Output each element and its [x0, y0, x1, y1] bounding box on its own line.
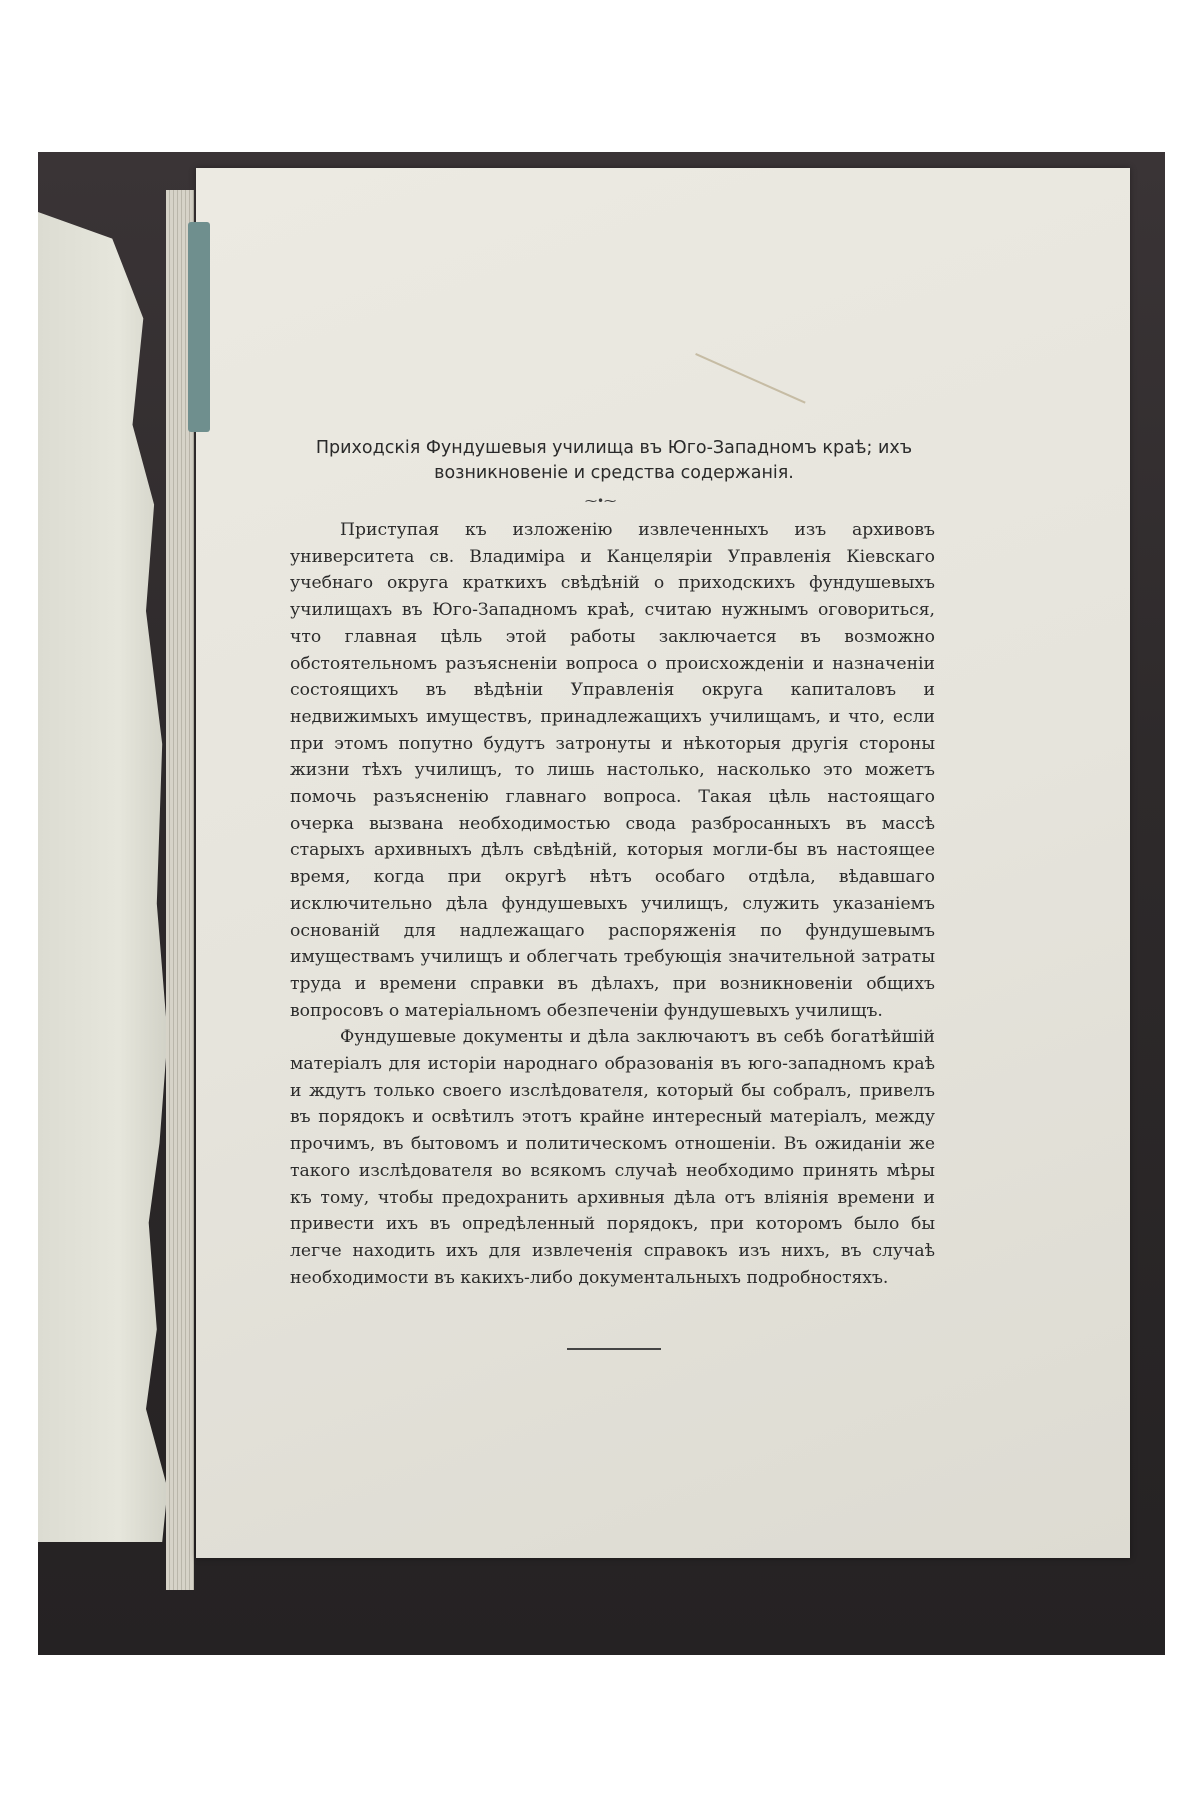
torn-left-leaf: [38, 212, 173, 1542]
title-ornament: ⁓•⁓: [585, 494, 617, 508]
paragraph-1: Приступая къ изложенію извлеченныхъ изъ архивовъ университета св. Владиміра и Канцеляріи Управленія Кіевскаго учебнаго округа краткихъ свѣдѣній о приходскихъ фундушевыхъ училищахъ въ Юго-Западномъ краѣ, считаю нужнымъ оговориться, что главная цѣль этой работы заключается въ возможно обстоятельномъ разъясненіи вопроса о происхожденіи и назначеніи состоящихъ въ вѣдѣніи Управленія округа капиталовъ и недвижимыхъ имуществъ, принадлежащихъ училищамъ, и что, если при этомъ попутно будутъ затронуты и нѣкоторыя другія стороны жизни тѣхъ училищъ, то лишь настолько, насколько это можетъ помочь разъясненію главнаго вопроса. Такая цѣль настоящаго очерка вызвана необходимостью свода разбросанныхъ въ массѣ старыхъ архивныхъ дѣлъ свѣдѣній, которыя могли-бы въ настоящее время, когда при округѣ нѣтъ особаго отдѣла, вѣдавшаго исключительно дѣла фундушевыхъ училищъ, служить указаніемъ основаній для надлежащаго распоряженія по фундушевымъ имуществамъ училищъ и облегчать требующія значительной затраты труда и времени справки въ дѣлахъ, при возникновеніи общихъ вопросовъ о матеріальномъ обезпеченіи фундушевыхъ училищъ.: [290, 520, 935, 1021]
end-rule-divider: [567, 1348, 661, 1350]
document-title: Приходскія Фундушевыя училища въ Юго-Западномъ краѣ; ихъ возникновеніе и средства содержанія.: [315, 438, 913, 483]
paragraph-2: Фундушевые документы и дѣла заключаютъ въ себѣ богатѣйшій матеріалъ для исторіи народнаго образованія въ юго-западномъ краѣ и ждутъ только своего изслѣдователя, который бы собралъ, привелъ въ порядокъ и освѣтилъ этотъ крайне интересный матеріалъ, между прочимъ, въ бытовомъ и политическомъ отношеніи. Въ ожиданіи же такого изслѣдователя во всякомъ случаѣ необходимо принять мѣры къ тому, чтобы предохранить архивныя дѣла отъ вліянія времени и привести ихъ въ опредѣленный порядокъ, при которомъ было бы легче находить ихъ для извлеченія справокъ изъ нихъ, въ случаѣ необходимости въ какихъ-либо документальныхъ подробностяхъ.: [290, 1027, 935, 1288]
spine-tape: [188, 222, 210, 432]
document-body: [290, 517, 935, 1291]
